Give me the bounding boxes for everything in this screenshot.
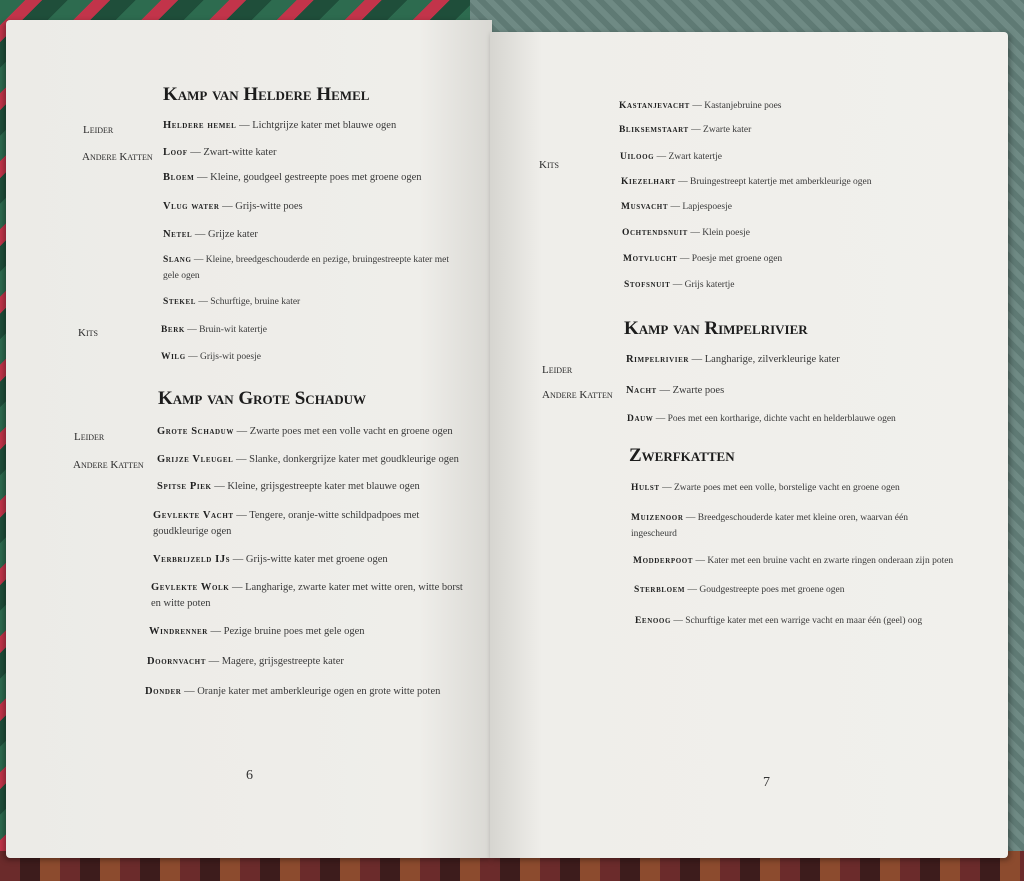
list-item: Netel — Grijze kater (163, 229, 258, 240)
list-item: Nacht — Zwarte poes (626, 385, 725, 396)
list-item: Dauw — Poes met een kortharige, dichte vacht en helderblauwe ogen (627, 414, 896, 424)
list-item: Heldere hemel — Lichtgrijze kater met blauwe ogen (163, 120, 397, 131)
list-item: Doornvacht — Magere, grijsgestreepte kater (147, 656, 344, 667)
list-item: Grote Schaduw — Zwarte poes met een volle vacht en groene ogen (157, 426, 453, 437)
list-item: Bliksemstaart — Zwarte kater (619, 125, 752, 135)
role-kits: Kits (78, 327, 98, 339)
role-leader: Leider (542, 364, 573, 376)
list-item: Donder — Oranje kater met amberkleurige ogen en grote witte poten (145, 686, 441, 697)
list-item: Uiloog — Zwart katertje (620, 152, 722, 162)
list-item: Grijze Vleugel — Slanke, donkergrijze kater met goudkleurige ogen (157, 454, 459, 465)
role-other-cats: Andere Katten (73, 459, 144, 471)
role-leader: Leider (83, 124, 114, 136)
list-item: Musvacht — Lapjespoesje (621, 202, 732, 212)
camp-heading-rimpelrivier: Kamp van Rimpelrivier (624, 318, 808, 339)
list-item: Gevlekte Vacht — Tengere, oranje-witte schildpadpoes met goudkleurige ogen (153, 510, 420, 537)
role-other-cats: Andere Katten (542, 389, 613, 401)
list-item: Slang — Kleine, breedgeschouderde en pezige, bruingestreepte kater met gele ogen (163, 255, 449, 281)
list-item: Ochtendsnuit — Klein poesje (622, 228, 750, 238)
list-item: Modderpoot — Kater met een bruine vacht en zwarte ringen onderaan zijn poten (633, 556, 954, 566)
camp-heading-zwerfkatten: Zwerfkatten (629, 445, 735, 466)
page-number: 6 (246, 768, 253, 783)
list-item: Rimpelrivier — Langharige, zilverkleurige kater (626, 354, 840, 365)
role-other-cats: Andere Katten (82, 151, 153, 163)
list-item: Muizenoor — Breedgeschouderde kater met kleine oren, waarvan één ingescheurd (631, 513, 908, 539)
list-item: Stekel — Schurftige, bruine kater (163, 297, 301, 307)
role-kits: Kits (539, 159, 559, 171)
list-item: Motvlucht — Poesje met groene ogen (623, 254, 783, 264)
role-leader: Leider (74, 431, 105, 443)
list-item: Kastanjevacht — Kastanjebruine poes (619, 101, 782, 111)
list-item: Berk — Bruin-wit katertje (161, 325, 267, 335)
list-item: Vlug water — Grijs-witte poes (163, 201, 303, 212)
list-item: Kiezelhart — Bruingestreept katertje met amberkleurige ogen (621, 177, 872, 187)
left-page (6, 20, 492, 858)
list-item: Wilg — Grijs-wit poesje (161, 352, 261, 362)
list-item: Loof — Zwart-witte kater (163, 147, 277, 158)
list-item: Verbrijzeld IJs — Grijs-witte kater met groene ogen (153, 554, 388, 565)
list-item: Spitse Piek — Kleine, grijsgestreepte kater met blauwe ogen (157, 481, 420, 492)
list-item: Gevlekte Wolk — Langharige, zwarte kater met witte oren, witte borst en witte poten (151, 582, 463, 609)
page-number: 7 (763, 775, 770, 790)
camp-heading-heldere-hemel: Kamp van Heldere Hemel (163, 84, 370, 105)
list-item: Windrenner — Pezige bruine poes met gele ogen (149, 626, 365, 637)
right-page (490, 32, 1008, 858)
camp-heading-grote-schaduw: Kamp van Grote Schaduw (158, 388, 366, 409)
list-item: Bloem — Kleine, goudgeel gestreepte poes met groene ogen (163, 172, 422, 183)
list-item: Eenoog — Schurftige kater met een warrige vacht en maar één (geel) oog (635, 616, 923, 626)
list-item: Sterbloem — Goudgestreepte poes met groene ogen (634, 585, 845, 595)
list-item: Stofsnuit — Grijs katertje (624, 280, 735, 290)
list-item: Hulst — Zwarte poes met een volle, borstelige vacht en groene ogen (631, 483, 900, 493)
